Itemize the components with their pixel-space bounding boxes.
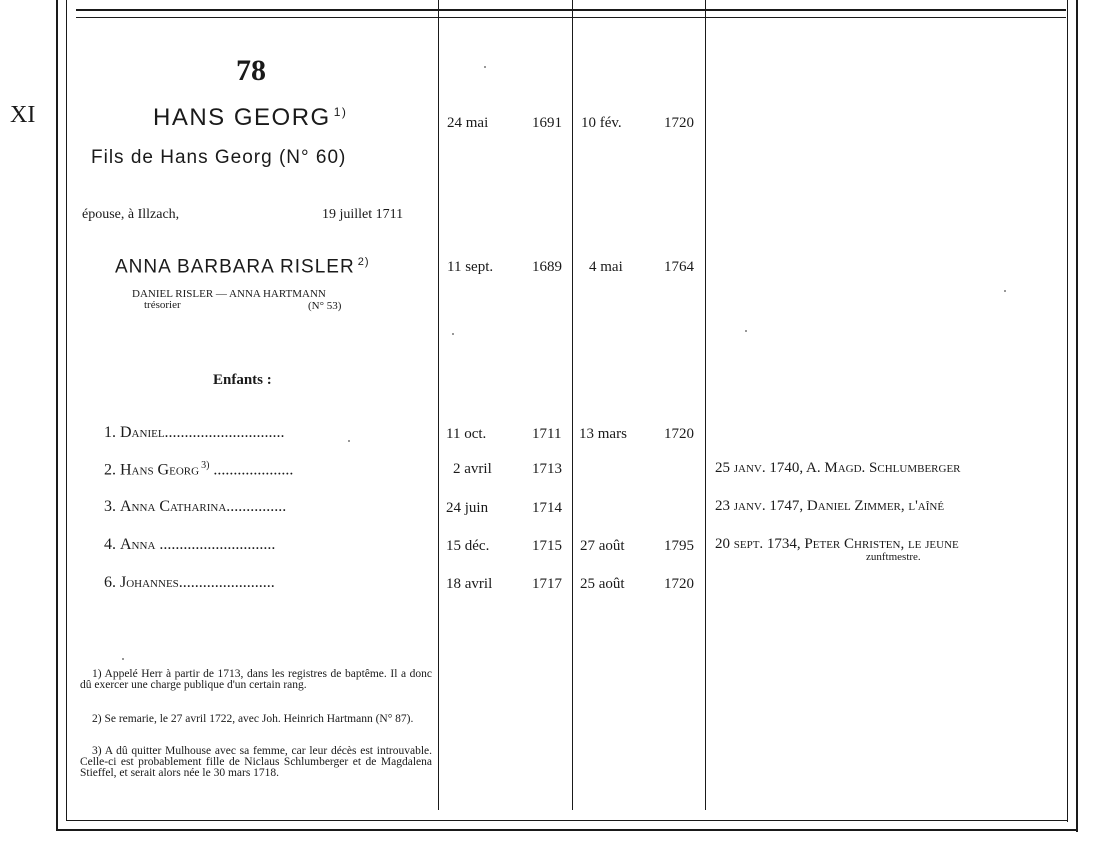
child-leader: ..............................	[164, 424, 285, 441]
spouse-birth-year: 1689	[532, 259, 562, 275]
column-separator-birth	[438, 0, 439, 810]
spouse-name	[115, 256, 369, 278]
footnote-ref-3: 3)	[201, 460, 210, 471]
child-name: Anna	[120, 536, 156, 553]
child-marriage: 20 sept. 1734, Peter Christen, le jeune	[715, 536, 959, 552]
bottom-rule-top	[66, 820, 1068, 821]
child-index: 3.	[104, 498, 116, 515]
child-death-year: 1720	[664, 426, 694, 442]
child-birth-year: 1711	[532, 426, 562, 442]
child-name: Hans Georg	[120, 461, 200, 479]
spouse-parents: DANIEL RISLER — ANNA HARTMANN	[132, 288, 326, 300]
child-name-cell	[104, 536, 275, 554]
generation-label: XI	[10, 102, 36, 128]
child-birth-day: 24 juin	[446, 500, 489, 516]
left-border	[56, 0, 58, 830]
entry-death-day: 10 fév.	[581, 115, 622, 131]
footnote-ref-1: 1)	[333, 105, 348, 119]
entry-name-text: HANS GEORG	[153, 104, 331, 131]
child-name-cell	[104, 424, 285, 442]
spouse-father-role: trésorier	[144, 299, 181, 311]
bottom-rule-bottom	[56, 829, 1078, 831]
child-name: Johannes	[120, 574, 179, 591]
marriage-date: 19 juillet 1711	[322, 207, 404, 222]
child-death-day: 13 mars	[579, 426, 627, 442]
spouse-mother-ref: (N° 53)	[308, 300, 342, 312]
footnote-3: 3) A dû quitter Mulhouse avec sa femme, car leur décès est introuvable. Celle-ci est probablement fille de Niclaus Schlumberger et de Magdalena Stieffel, et serait alors née le 30 mars 1718.	[80, 745, 432, 779]
inner-left-border	[66, 0, 67, 820]
children-heading: Enfants :	[213, 372, 272, 388]
scan-speck	[452, 333, 454, 335]
child-leader: ........................	[178, 574, 275, 591]
right-border	[1076, 0, 1078, 832]
spouse-death-day: 4 mai	[589, 259, 623, 275]
child-index: 6.	[104, 574, 116, 591]
child-birth-year: 1715	[532, 538, 562, 554]
child-name-cell	[104, 498, 286, 516]
column-separator-death	[572, 0, 573, 810]
child-death-day: 27 août	[580, 538, 625, 554]
child-birth-day: 15 déc.	[446, 538, 490, 554]
child-death-year: 1720	[664, 576, 694, 592]
child-index: 2.	[104, 461, 116, 479]
child-birth-year: 1717	[532, 576, 562, 592]
child-death-year: 1795	[664, 538, 694, 554]
child-marriage-extra: zunftmestre.	[866, 551, 921, 563]
scan-speck	[745, 330, 747, 332]
entry-filiation: Fils de Hans Georg (N° 60)	[91, 147, 347, 168]
spouse-birth-day: 11 sept.	[447, 259, 494, 275]
child-leader: ...............	[226, 498, 287, 515]
header-rule-bottom	[76, 17, 1066, 18]
child-death-day: 25 août	[580, 576, 625, 592]
child-name: Anna Catharina	[120, 498, 227, 515]
column-separator-marriage	[705, 0, 706, 810]
child-birth-year: 1714	[532, 500, 562, 516]
child-leader: .............................	[159, 536, 276, 553]
child-marriage: 23 janv. 1747, Daniel Zimmer, l'aîné	[715, 498, 945, 514]
child-name-cell	[104, 574, 275, 592]
child-name: Daniel	[120, 424, 165, 441]
scan-speck	[1004, 290, 1006, 292]
child-birth-year: 1713	[532, 461, 562, 477]
footnote-1: 1) Appelé Herr à partir de 1713, dans les registres de baptême. Il a donc dû exercer une charge publique d'un certain rang.	[80, 668, 432, 691]
footnote-ref-2: 2)	[357, 256, 370, 268]
marriage-label: épouse, à Illzach,	[82, 207, 180, 222]
header-rule-top	[76, 9, 1066, 11]
entry-death-year: 1720	[664, 115, 694, 131]
child-index: 1.	[104, 424, 116, 441]
spouse-death-year: 1764	[664, 259, 694, 275]
child-birth-day: 11 oct.	[446, 426, 487, 442]
entry-name	[153, 104, 347, 132]
scan-speck	[484, 66, 486, 68]
entry-birth-day: 24 mai	[447, 115, 489, 131]
child-birth-day: 18 avril	[446, 576, 493, 592]
child-index: 4.	[104, 536, 116, 553]
child-birth-day: 2 avril	[453, 461, 492, 477]
child-leader: ....................	[213, 461, 294, 479]
inner-right-border	[1067, 0, 1068, 822]
scan-speck	[122, 658, 124, 660]
scan-speck	[348, 440, 350, 442]
child-name-cell	[104, 460, 293, 479]
child-marriage: 25 janv. 1740, A. Magd. Schlumberger	[715, 460, 961, 476]
spouse-name-text: ANNA BARBARA RISLER	[115, 256, 355, 278]
entry-birth-year: 1691	[532, 115, 562, 131]
entry-number: 78	[236, 54, 266, 87]
footnote-2: 2) Se remarie, le 27 avril 1722, avec Joh. Heinrich Hartmann (N° 87).	[92, 713, 414, 725]
